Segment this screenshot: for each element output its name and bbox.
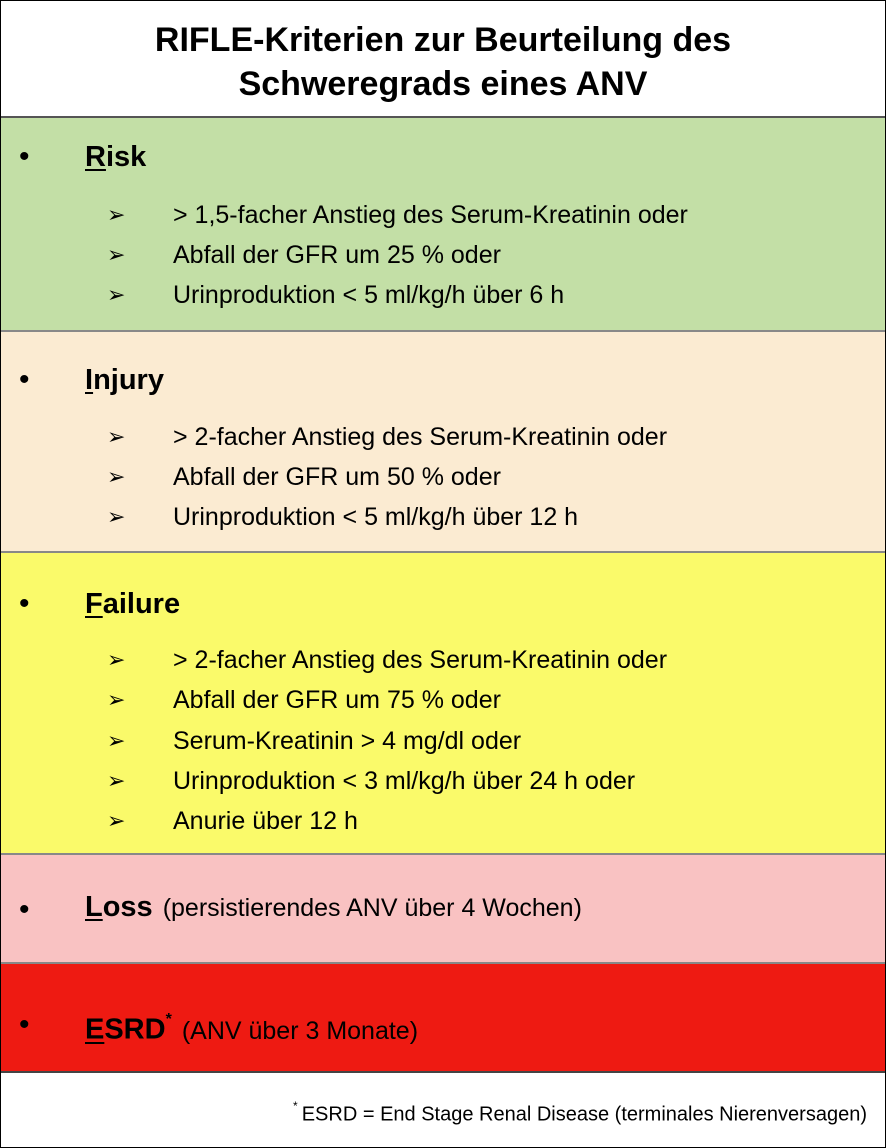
criterion-text: Abfall der GFR um 50 % oder [173,463,501,491]
list-item [1,680,885,720]
arrow-bullet-icon: ➢ [107,504,126,529]
arrow-bullet-icon: ➢ [107,424,126,449]
esrd-note: (ANV über 3 Monate) [181,1016,419,1045]
arrow-bullet-icon: ➢ [107,202,126,227]
arrow-bullet-icon: ➢ [107,464,126,489]
arrow-bullet-icon: ➢ [107,768,126,793]
failure-heading [85,587,180,621]
criterion-text: Urinproduktion < 5 ml/kg/h über 12 h [173,503,579,531]
criterion-text: Abfall der GFR um 25 % oder [173,241,501,269]
arrow-bullet-icon: ➢ [107,282,126,307]
loss-heading-initial: L [85,891,103,923]
footnote-mark: * [293,1099,298,1113]
bullet-icon: • [19,363,30,396]
risk-heading-rest: isk [105,141,147,173]
list-item [1,195,885,235]
loss-heading-rest: oss [102,891,153,923]
list-item [1,275,885,315]
list-item [1,761,885,801]
footnote [293,1097,867,1127]
section-failure [1,553,885,855]
arrow-bullet-icon: ➢ [107,808,126,833]
criterion-text: Urinproduktion < 3 ml/kg/h über 24 h oder [173,767,636,795]
arrow-bullet-icon: ➢ [107,242,126,267]
title-line-2: Schweregrads eines ANV [238,65,648,103]
page-title [1,1,885,118]
list-item [1,721,885,761]
esrd-heading-initial: E [85,1013,105,1046]
criterion-text: > 1,5-facher Anstieg des Serum-Kreatinin oder [173,201,688,229]
loss-heading [85,890,582,925]
list-item [1,235,885,275]
arrow-bullet-icon: ➢ [107,728,126,753]
injury-heading-rest: njury [93,364,164,396]
bullet-icon: • [19,587,30,620]
criterion-text: Serum-Kreatinin > 4 mg/dl oder [173,727,522,755]
list-item [1,417,885,457]
criterion-text: Urinproduktion < 5 ml/kg/h über 6 h [173,281,565,309]
esrd-heading [85,1007,418,1048]
injury-heading [85,363,164,397]
list-item [1,457,885,497]
criterion-text: > 2-facher Anstieg des Serum-Kreatinin oder [173,423,668,451]
section-loss [1,855,885,964]
loss-note: (persistierendes ANV über 4 Wochen) [162,894,582,922]
title-line-1: RIFLE-Kriterien zur Beurteilung des [154,21,732,59]
list-item [1,640,885,680]
section-risk [1,118,885,332]
esrd-footnote-mark: * [165,1011,172,1028]
failure-heading-initial: F [85,588,103,620]
injury-heading-initial: I [85,364,94,396]
footnote-text: ESRD = End Stage Renal Disease (terminales Nierenversagen) [301,1103,867,1126]
list-item [1,497,885,537]
criterion-text: > 2-facher Anstieg des Serum-Kreatinin oder [173,646,668,674]
risk-heading [85,140,146,174]
footer [1,1073,885,1147]
bullet-icon: • [19,140,30,173]
esrd-heading-rest: SRD [104,1013,166,1046]
criterion-text: Anurie über 12 h [173,807,358,835]
bullet-icon: • [19,893,30,926]
section-esrd [1,964,885,1073]
arrow-bullet-icon: ➢ [107,647,126,672]
section-injury [1,332,885,553]
bullet-icon: • [19,1008,30,1041]
list-item [1,801,885,841]
risk-heading-initial: R [85,141,106,173]
arrow-bullet-icon: ➢ [107,687,126,712]
failure-heading-rest: ailure [102,588,181,620]
criterion-text: Abfall der GFR um 75 % oder [173,686,501,714]
